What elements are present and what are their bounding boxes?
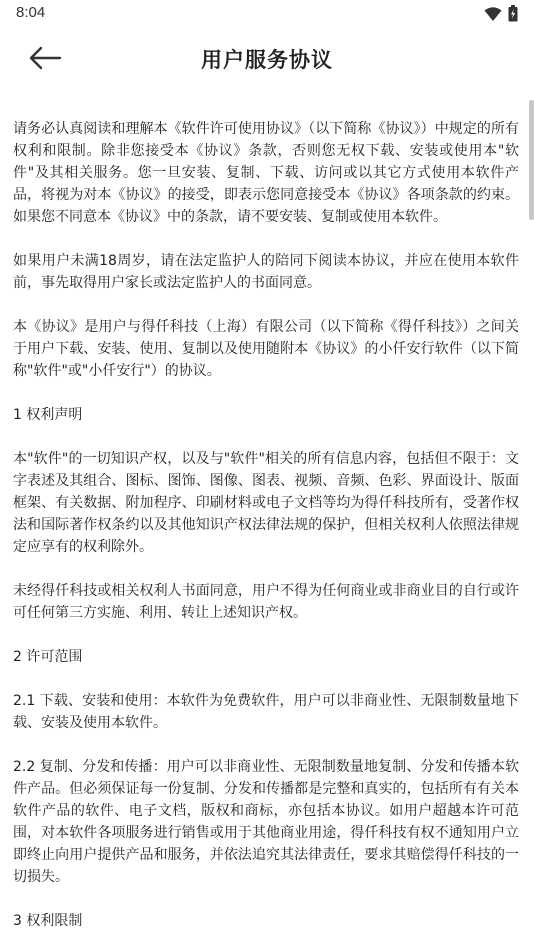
status-icons [484, 5, 518, 26]
page-title: 用户服务协议 [201, 48, 333, 72]
app-bar [0, 28, 534, 92]
wifi-icon [484, 6, 502, 26]
battery-icon [508, 5, 518, 26]
paragraph-agreement-parties: 本《协议》是用户与得仟科技（上海）有限公司（以下简称《得仟科技》）之间关于用户下载、安装、使用、复制以及使用随附本《协议》的小仟安行软件（以下简称"软件"或"小仟安行"）的协议。 [13, 319, 519, 379]
section-heading-license: 2 许可范围 [13, 649, 83, 665]
paragraph-license-2-2: 2.2 复制、分发和传播：用户可以非商业性、无限制数量地复制、分发和传播本软件产品。但必须保证每一份复制、分发和传播都是完整和真实的，包括所有有关本软件产品的软件、电子文档，版权和商标，亦包括本协议。如用户超越本许可范围，对本软件各项服务进行销售或用于其他商业用途，得仟科技有权不通知用户立即终止向用户提供产品和服务，并依法追究其法律责任，要求其赔偿得仟科技的一切损失。 [13, 759, 519, 885]
paragraph-license-2-1: 2.1 下载、安装和使用：本软件为免费软件，用户可以非商业性、无限制数量地下载、安装及使用本软件。 [13, 693, 519, 731]
paragraph-intro: 请务必认真阅读和理解本《软件许可使用协议》（以下简称《协议》）中规定的所有权利和限制。除非您接受本《协议》条款，否则您无权下载、安装或使用本"软件"及其相关服务。您一旦安装、复制、下载、访问或以其它方式使用本软件产品，将视为对本《协议》的接受，即表示您同意接受本《协议》各项条款的约束。如果您不同意本《协议》中的条款，请不要安装、复制或使用本软件。 [13, 121, 519, 225]
agreement-content[interactable] [13, 118, 519, 950]
section-heading-limits: 3 权利限制 [13, 913, 83, 929]
status-bar [0, 0, 534, 28]
scrollbar-thumb[interactable] [529, 100, 534, 220]
paragraph-ip-restriction: 未经得仟科技或相关权利人书面同意，用户不得为任何商业或非商业目的自行或许可任何第三方实施、利用、转让上述知识产权。 [13, 583, 519, 621]
status-time: 8:04 [16, 4, 46, 21]
paragraph-ip-rights: 本"软件"的一切知识产权，以及与"软件"相关的所有信息内容，包括但不限于：文字表述及其组合、图标、图饰、图像、图表、视频、音频、色彩、界面设计、版面框架、有关数据、附加程序、印刷材料或电子文档等均为得仟科技所有，受著作权法和国际著作权条约以及其他知识产权法律法规的保护，但相关权利人依照法律规定应享有的权利除外。 [13, 451, 519, 555]
paragraph-minor-notice: 如果用户未满18周岁，请在法定监护人的陪同下阅读本协议，并应在使用本软件前，事先取得用户家长或法定监护人的书面同意。 [13, 253, 519, 291]
section-heading-rights: 1 权利声明 [13, 407, 83, 423]
